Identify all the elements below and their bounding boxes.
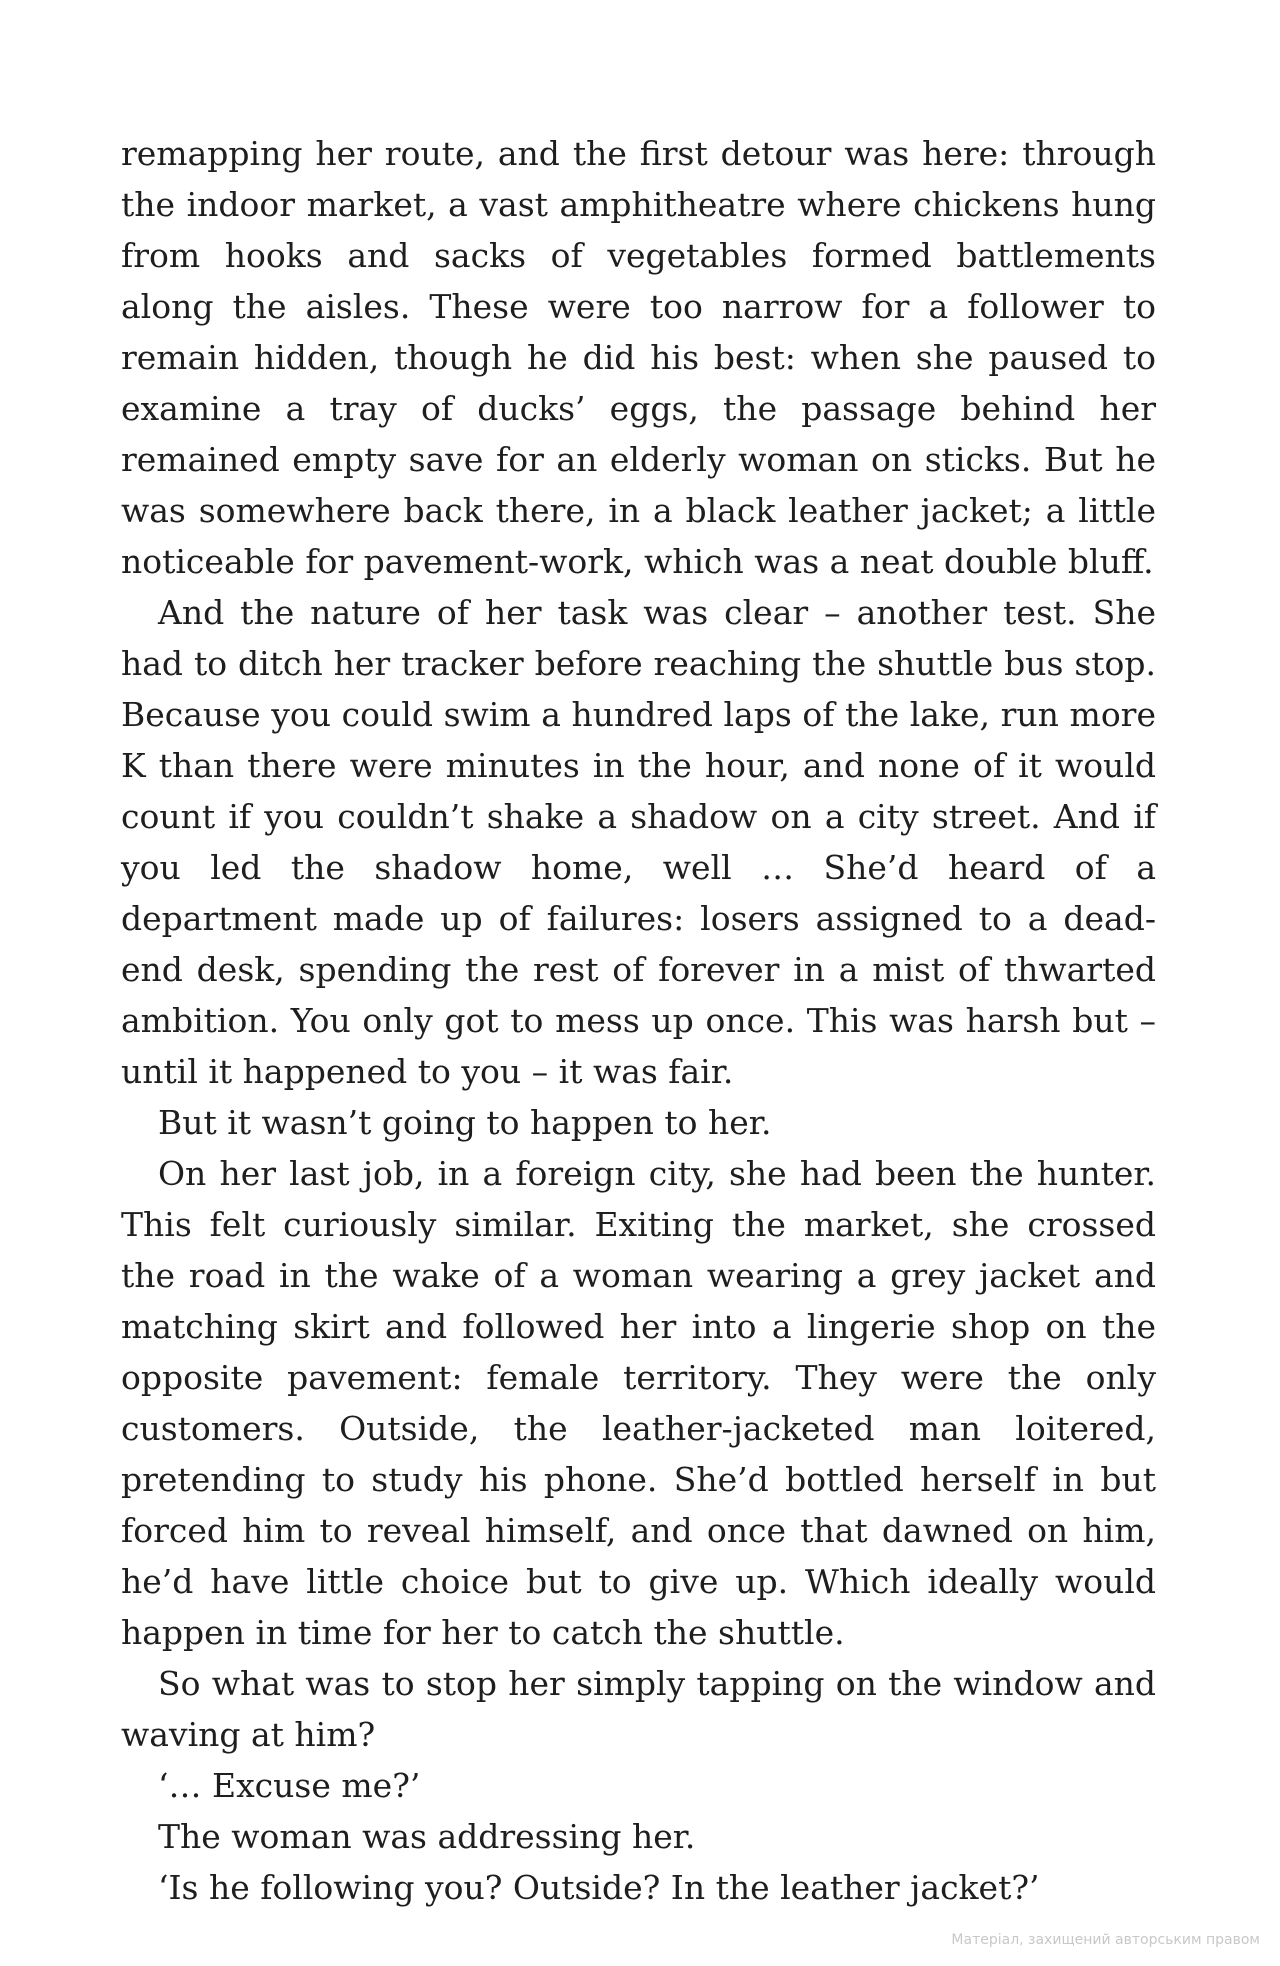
dialogue-line: ‘… Excuse me?’ <box>158 1766 421 1805</box>
body-text <box>121 128 1156 1913</box>
paragraph: So what was to stop her simply tapping on the window and waving at him? <box>121 1664 1156 1754</box>
paragraph: The woman was addressing her. <box>158 1817 696 1856</box>
copyright-watermark: Матеріал, захищений авторським правом <box>951 1932 1260 1948</box>
paragraph: And the nature of her task was clear – another test. She had to ditch her tracker before reaching the shuttle bus stop. Because you could swim a hundred laps of the lake, run more K than there were minutes in the hour, and none of it would count if you couldn’t shake a shadow on a city street. And if you led the shadow home, well … She’d heard of a department made up of failures: losers assigned to a dead-end desk, spending the rest of forever in a mist of thwarted ambition. You only got to mess up once. This was harsh but – until it happened to you – it was fair. <box>121 593 1156 1091</box>
paragraph: But it wasn’t going to happen to her. <box>158 1103 772 1142</box>
paragraph: On her last job, in a foreign city, she had been the hunter. This felt curiously similar. Exiting the market, she crossed the road in the wake of a woman wearing a grey jacket and matching skirt and followed her into a lingerie shop on the opposite pavement: female territory. They were the only customers. Outside, the leather-jacketed man loitered, pretending to study his phone. She’d bottled herself in but forced him to reveal himself, and once that dawned on him, he’d have little choice but to give up. Which ideally would happen in time for her to catch the shuttle. <box>121 1154 1156 1652</box>
paragraph-continued: remapping her route, and the first detour was here: through the indoor market, a vast amphitheatre where chickens hung from hooks and sacks of vegetables formed battlements along the aisles. These were too narrow for a follower to remain hidden, though he did his best: when she paused to examine a tray of ducks’ eggs, the passage behind her remained empty save for an elderly woman on sticks. But he was somewhere back there, in a black leather jacket; a little noticeable for pavement-work, which was a neat double bluff. <box>121 134 1156 581</box>
dialogue-line: ‘Is he following you? Outside? In the leather jacket?’ <box>158 1868 1040 1907</box>
